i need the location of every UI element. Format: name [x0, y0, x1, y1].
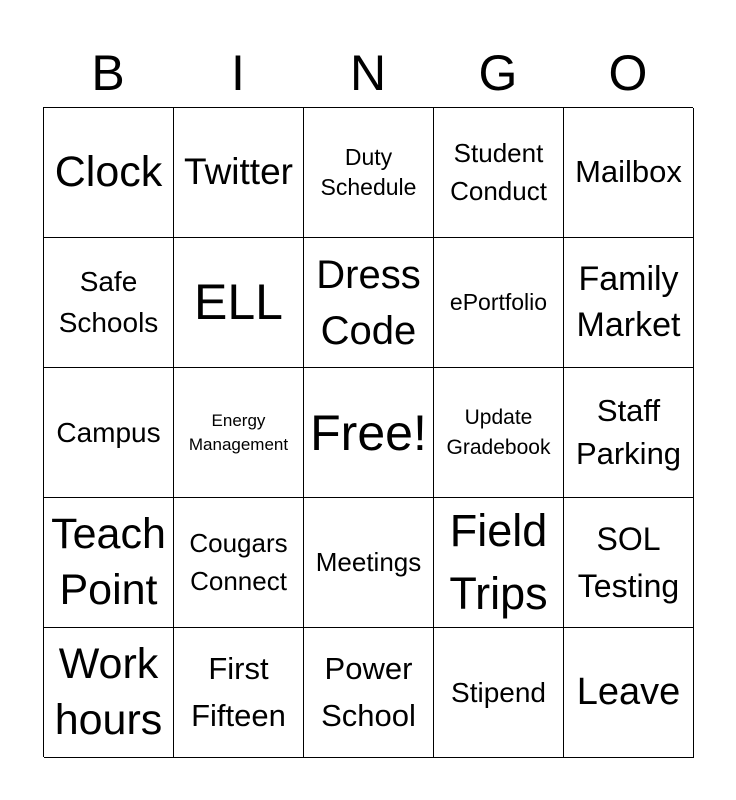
- cell-label: Dress Code: [316, 252, 421, 353]
- bingo-cell-dress-code[interactable]: [304, 238, 434, 368]
- bingo-cell-free-space[interactable]: [304, 368, 434, 498]
- bingo-cell-teach-point[interactable]: [44, 498, 174, 628]
- bingo-header: [43, 42, 693, 104]
- cell-label: Safe Schools: [58, 265, 159, 338]
- cell-label: Mailbox: [575, 154, 682, 190]
- cell-label: Energy Management: [188, 410, 289, 454]
- header-letter-n: N: [349, 45, 387, 101]
- cell-label: Cougars Connect: [189, 527, 288, 596]
- bingo-cell-ell[interactable]: [174, 238, 304, 368]
- bingo-cell-stipend[interactable]: [434, 628, 564, 758]
- bingo-cell-cougars-connect[interactable]: [174, 498, 304, 628]
- bingo-cell-campus[interactable]: [44, 368, 174, 498]
- cell-label: Leave: [576, 670, 681, 713]
- cell-label: Campus: [56, 416, 161, 448]
- cell-label: Student Conduct: [450, 137, 547, 206]
- bingo-cell-work-hours[interactable]: [44, 628, 174, 758]
- bingo-cell-mailbox[interactable]: [564, 108, 694, 238]
- bingo-cell-update-gradebook[interactable]: [434, 368, 564, 498]
- bingo-cell-duty-schedule[interactable]: [304, 108, 434, 238]
- bingo-cell-safe-schools[interactable]: [44, 238, 174, 368]
- cell-label: Twitter: [184, 151, 293, 193]
- header-letter-g: G: [478, 45, 518, 101]
- bingo-cell-meetings[interactable]: [304, 498, 434, 628]
- bingo-cell-first-fifteen[interactable]: [174, 628, 304, 758]
- cell-label: First Fifteen: [191, 651, 286, 733]
- cell-label: ELL: [194, 274, 283, 330]
- cell-label: Clock: [54, 147, 163, 196]
- bingo-cell-twitter[interactable]: [174, 108, 304, 238]
- cell-label: Field Trips: [449, 505, 548, 619]
- bingo-cell-student-conduct[interactable]: [434, 108, 564, 238]
- bingo-cell-power-school[interactable]: [304, 628, 434, 758]
- bingo-cell-leave[interactable]: [564, 628, 694, 758]
- cell-label: Staff Parking: [575, 392, 682, 471]
- header-letter-i: I: [231, 45, 245, 101]
- cell-label: Work hours: [54, 640, 163, 744]
- bingo-cell-energy-management[interactable]: [174, 368, 304, 498]
- cell-label: Teach Point: [51, 510, 166, 614]
- bingo-cell-field-trips[interactable]: [434, 498, 564, 628]
- bingo-grid: [43, 107, 693, 757]
- cell-label: Meetings: [315, 546, 422, 577]
- cell-label: Family Market: [576, 259, 681, 344]
- bingo-cell-family-market[interactable]: [564, 238, 694, 368]
- cell-label: Duty Schedule: [320, 143, 417, 200]
- bingo-cell-clock[interactable]: [44, 108, 174, 238]
- cell-label: Power School: [321, 651, 416, 733]
- bingo-cell-sol-testing[interactable]: [564, 498, 694, 628]
- cell-label: Free!: [310, 404, 427, 461]
- cell-label: SOL Testing: [577, 521, 680, 604]
- header-letter-b: B: [91, 45, 125, 101]
- bingo-cell-staff-parking[interactable]: [564, 368, 694, 498]
- cell-label: ePortfolio: [449, 288, 548, 315]
- header-letter-o: O: [608, 45, 648, 101]
- cell-label: Update Gradebook: [446, 406, 551, 459]
- bingo-cell-eportfolio[interactable]: [434, 238, 564, 368]
- cell-label: Stipend: [451, 676, 546, 708]
